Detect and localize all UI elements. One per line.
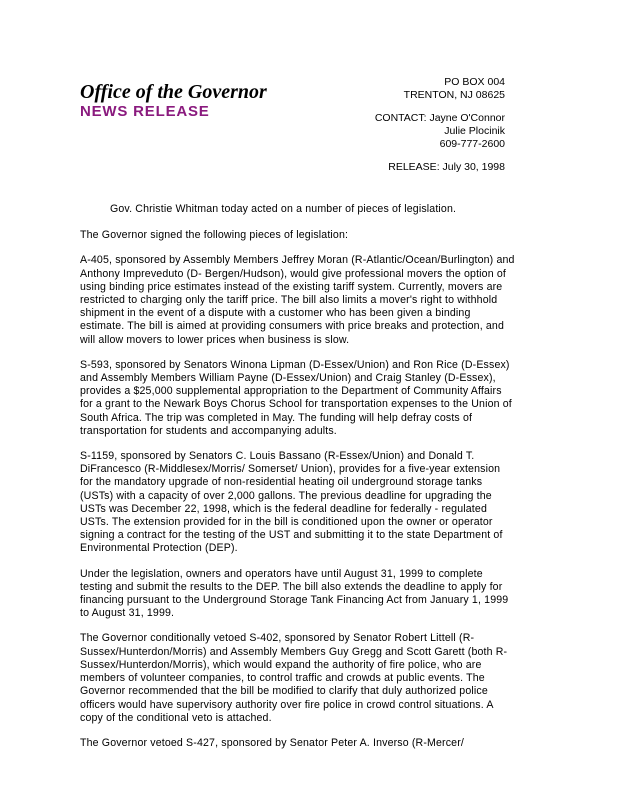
contact-phone: 609-777-2600	[439, 138, 505, 150]
body-paragraph: A-405, sponsored by Assembly Members Jeffrey Moran (R-Atlantic/Ocean/Burlington) and Anthony Impreveduto (D- Bergen/Hudson), would give professional movers the option of using binding price estimates instead of the existing tariff system. Currently, movers are restricted to charging only the tariff price. The bill also limits a mover's right to withhold shipment in the event of a dispute with a customer who has been given a binding estimate. The bill is aimed at providing consumers with price breaks and protection, and will allow movers to lower prices when business is slow.	[80, 254, 515, 346]
office-title: Office of the Governor	[80, 81, 267, 103]
body-paragraph: S-593, sponsored by Senators Winona Lipman (D-Essex/Union) and Ron Rice (D-Essex) and Assembly Members William Payne (D-Essex/Union) and Craig Stanley (D-Essex), provides a $25,000 supplemental appropriation to the Department of Community Affairs for a grant to the Newark Boys Chorus School for transportation expenses to the Union of South Africa. The trip was completed in May. The funding will help defray costs of transportation for students and accompanying adults.	[80, 358, 512, 437]
body-paragraph: The Governor vetoed S-427, sponsored by Senator Peter A. Inverso (R-Mercer/	[80, 736, 464, 749]
body-paragraph: Under the legislation, owners and operators have until August 31, 1999 to complete testing and submit the results to the DEP. The bill also extends the deadline to apply for financing pursuant to the Underground Storage Tank Financing Act from January 1, 1999 to August 31, 1999.	[80, 567, 509, 620]
news-release-heading: NEWS RELEASE	[80, 103, 210, 120]
release-body	[80, 203, 516, 762]
contact-name: Julie Plocinik	[444, 125, 505, 137]
po-box: PO BOX 004	[444, 76, 505, 88]
contact-line: CONTACT: Jayne O'Connor	[374, 112, 505, 124]
body-paragraph: The Governor conditionally vetoed S-402, sponsored by Senator Robert Littell (R-Sussex/Hunterdon/Morris) and Assembly Members Guy Gregg and Scott Garett (both R-Sussex/Hunterdon/Morris), which would expand the authority of fire police, who are members of volunteer companies, to control traffic and crowds at public events. The Governor recommended that the bill be modified to clarify that duly authorized police officers would have supervisory authority over fire police in crowd control situations. A copy of the conditional veto is attached.	[80, 632, 508, 724]
contact-block	[285, 76, 505, 174]
body-paragraph: S-1159, sponsored by Senators C. Louis Bassano (R-Essex/Union) and Donald T. DiFrancesco (R-Middlesex/Morris/ Somerset/ Union), provides for a five-year extension for the mandatory upgrade of non-residential heating oil underground storage tanks (USTs) with a capacity of over 2,000 gallons. The previous deadline for upgrading the USTs was December 22, 1998, which is the federal deadline for federally - regulated USTs. The extension provided for in the bill is conditioned upon the owner or operator signing a contract for the testing of the UST and submitting it to the state Department of Environmental Protection (DEP).	[80, 450, 503, 555]
body-paragraph: The Governor signed the following pieces of legislation:	[80, 229, 349, 242]
release-date: RELEASE: July 30, 1998	[388, 161, 505, 173]
city-address: TRENTON, NJ 08625	[403, 89, 505, 101]
intro-paragraph: Gov. Christie Whitman today acted on a number of pieces of legislation.	[110, 203, 457, 215]
